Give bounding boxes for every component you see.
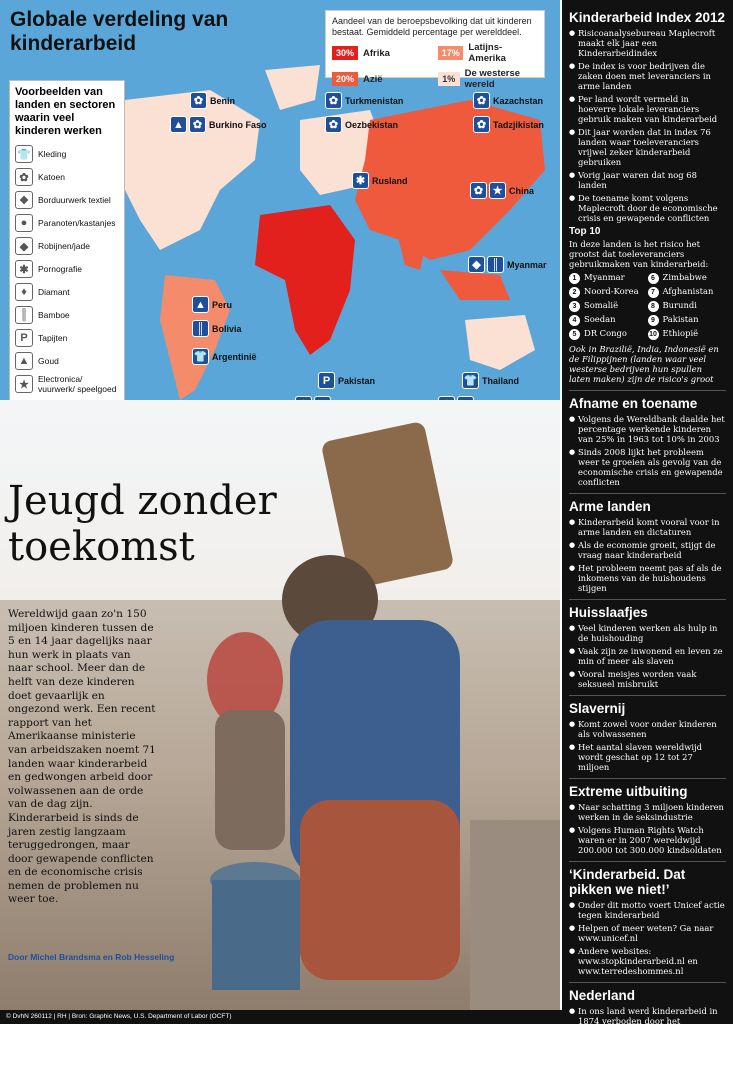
section-divider: [569, 493, 726, 494]
top10-entry: [569, 286, 648, 298]
legend-entry-westerse-wereld: [438, 68, 538, 90]
camera-icon: ✱: [352, 172, 369, 189]
gold-icon: ▲: [192, 296, 209, 313]
section-divider: [569, 778, 726, 779]
section-item: ● Volgens Human Rights Watch waren er in 2007 wereldwijd 200.000 tot 300.000 kindsoldaten: [569, 825, 726, 855]
top10-entry: [648, 286, 727, 298]
sector-label: Goud: [38, 356, 59, 366]
sector-label: Tapijten: [38, 333, 68, 343]
shirt-icon: 👕: [462, 372, 479, 389]
rank-badge: 7: [648, 287, 659, 298]
top10-country: DR Congo: [584, 328, 627, 338]
country-name: Oezbekistan: [345, 119, 399, 130]
top10-country: Pakistan: [662, 314, 699, 324]
headline: Jeugd zonder toekomst: [8, 478, 277, 570]
section-item: ● Vaak zijn ze inwonend en leven ze min of meer als slaven: [569, 646, 726, 666]
rank-badge: 2: [569, 287, 580, 298]
section-title: Extreme uitbuiting: [569, 784, 688, 799]
section-item: ● Onder dit motto voert Unicef actie tegen kinderarbeid: [569, 900, 726, 920]
country-name: Thailand: [482, 375, 520, 386]
top10-entry: [569, 328, 648, 340]
legend-pct: 30%: [332, 46, 358, 60]
section-item: ● Sinds 2008 lijkt het probleem weer te groeien als gevolg van de economische crisis en gewapende conflicten: [569, 447, 726, 487]
sector-label: Bamboe: [38, 310, 70, 320]
country-name: Benin: [210, 95, 236, 106]
legend-pct: 20%: [332, 72, 358, 86]
sector-legend-list: [15, 144, 119, 394]
rank-badge: 6: [648, 273, 659, 284]
cotton-icon: ✿: [325, 116, 342, 133]
country-label-peru: [192, 296, 232, 313]
legend-pct: 1%: [438, 72, 460, 86]
index-item: ● Risicoanalysebureau Maplecroft maakt elk jaar een Kinderarbeidindex: [569, 28, 726, 58]
top10-country: Zimbabwe: [662, 272, 707, 282]
intro-text: Wereldwijd gaan zo'n 150 miljoen kinderen tussen de 5 en 14 jaar dagelijks naar hun werk in plaats van naar school. Meer dan de helft van deze kinderen doet gevaarlijk en ongezond werk. Een recent rapport van het Amerikaanse ministerie van arbeidszaken noemt 71 landen waar kinderarbeid en gedwongen arbeid door volwassenen aan de orde van de dag zijn. Kinderarbeid is sinds de jaren zestig langzaam teruggedrongen, maar door gewapende conflicten en de economische crisis nemen de problemen nu weer toe.: [8, 608, 156, 906]
sector-label: Paranoten/kastanjes: [38, 218, 116, 228]
section-item: ● Andere websites: www.stopkinderarbeid.nl en www.terredeshommes.nl: [569, 946, 726, 976]
carpet-icon: P: [15, 329, 33, 347]
section-item: ● Pas na de invoering van de leerplicht in 1900 werd het probleem echt teruggedrongen: [569, 1039, 726, 1069]
top10-country: Noord-Korea: [584, 286, 639, 296]
star-icon: ★: [489, 182, 506, 199]
top10-country: Myanmar: [584, 272, 625, 282]
country-name: Argentinië: [212, 351, 257, 362]
camera-icon: ✱: [15, 260, 33, 278]
section-title: Arme landen: [569, 499, 651, 514]
sector-label: Pornografie: [38, 264, 82, 274]
sector-label: Diamant: [38, 287, 70, 297]
country-label-rusland: [352, 172, 408, 189]
cotton-icon: ✿: [470, 182, 487, 199]
section-divider: [569, 861, 726, 862]
section-item: ● Naar schatting 3 miljoen kinderen werken in de seksindustrie: [569, 802, 726, 822]
bamboo-icon: ║: [487, 256, 504, 273]
rank-badge: 3: [569, 301, 580, 312]
section-divider: [569, 390, 726, 391]
sector-legend-item: [15, 259, 119, 279]
index-item: ● Vorig jaar waren dat nog 68 landen: [569, 170, 726, 190]
rank-badge: 5: [569, 329, 580, 340]
sector-legend: [9, 80, 125, 414]
shirt-icon: 👕: [15, 145, 33, 163]
country-name: Burkino Faso: [209, 119, 267, 130]
section-list: [569, 623, 726, 689]
legend-entry-afrika: [332, 42, 432, 64]
india-shape: [395, 225, 430, 270]
sector-legend-heading: Voorbeelden van landen en sectoren waarin veel kinderen werken: [15, 86, 116, 137]
section-title: Afname en toename: [569, 396, 698, 411]
legend-entry-latijns-amerika: [438, 42, 538, 64]
index-item: ● De toename komt volgens Maplecroft door de economische crisis en gewapende conflicten: [569, 193, 726, 223]
index-item: ● De index is voor bedrijven die zaken doen met leveranciers in arme landen: [569, 61, 726, 91]
sidebar-sections: [569, 390, 726, 1069]
gem-icon: ◆: [15, 237, 33, 255]
section-item: ● Het aantal slaven wereldwijd wordt geschat op 12 tot 27 miljoen: [569, 742, 726, 772]
sector-label: Katoen: [38, 172, 65, 182]
sea-asia-shape: [440, 270, 510, 300]
cotton-icon: ✿: [473, 116, 490, 133]
australia-shape: [465, 315, 535, 370]
section-item: ● Veel kinderen werken als hulp in de huishouding: [569, 623, 726, 643]
sector-label: Electronica/ vuurwerk/ speelgoed: [38, 374, 117, 394]
legend-region: Afrika: [363, 47, 390, 59]
country-label-burkino-faso: [170, 116, 267, 133]
rank-badge: 9: [648, 315, 659, 326]
sector-legend-item: [15, 305, 119, 325]
legend-region: De westerse wereld: [464, 68, 521, 90]
sector-label: Kleding: [38, 149, 67, 159]
embroidery-icon: ❖: [15, 191, 33, 209]
gem-icon: ◆: [468, 256, 485, 273]
country-label-myanmar: [468, 256, 547, 273]
legend-entry-azie: [332, 68, 432, 90]
sector-legend-item: [15, 351, 119, 371]
country-label-pakistan: [318, 372, 375, 389]
sector-legend-item: [15, 236, 119, 256]
top10-note: Ook in Brazilië, India, Indonesië en de Filippijnen (landen waar veel westerse bedrijven hun spullen laten maken) zijn de risico's groot: [569, 344, 719, 384]
section-list: [569, 414, 726, 487]
credits: © DvhN 260112 | RH | Bron: Graphic News, U.S. Department of Labor (OCFT): [0, 1010, 562, 1024]
country-name: Kazachstan: [493, 95, 544, 106]
country-name: Bolivia: [212, 323, 242, 334]
country-name: Myanmar: [507, 259, 547, 270]
rank-badge: 10: [649, 331, 657, 338]
section-title: Huisslaafjes: [569, 605, 648, 620]
carpet-icon: P: [318, 372, 335, 389]
sector-legend-item: [15, 213, 119, 233]
country-label-bolivia: [192, 320, 242, 337]
bamboo-icon: ║: [15, 306, 33, 324]
section-list: [569, 802, 726, 855]
section-list: [569, 719, 726, 772]
top10-country: Ethiopië: [662, 328, 699, 338]
bamboo-icon: ║: [192, 320, 209, 337]
gold-icon: ▲: [170, 116, 187, 133]
greenland-shape: [265, 65, 320, 110]
index-item: ● Dit jaar worden dat in index 76 landen waar toeleveranciers vrijwel zeker kinderarbeid gebruiken: [569, 127, 726, 167]
country-name: Rusland: [372, 175, 408, 186]
sector-label: Borduurwerk textiel: [38, 195, 111, 205]
country-label-tadzjikistan: [473, 116, 544, 133]
section-item: ● Komt zowel voor onder kinderen als volwassenen: [569, 719, 726, 739]
diamond-icon: ♦: [15, 283, 33, 301]
country-label-thailand: [462, 372, 519, 389]
country-label-kazachstan: [473, 92, 543, 109]
section-item: ● In ons land werd kinderarbeid in 1874 verboden door het kinderwetje van Van Houten: [569, 1006, 726, 1036]
byline: Door Michel Brandsma en Rob Hesseling: [8, 952, 175, 962]
top10-entry: [569, 300, 648, 312]
sidebar: [562, 0, 733, 1069]
section-title: ‘Kinderarbeid. Dat pikken we niet!’: [569, 867, 686, 897]
nut-icon: ●: [15, 214, 33, 232]
top10-list: [569, 272, 726, 340]
top10-country: Soedan: [584, 314, 616, 324]
index-item: ● Per land wordt vermeld in hoeverre lokale leveranciers gebruik maken van kinderarbeid: [569, 94, 726, 124]
country-name: Pakistan: [338, 375, 376, 386]
top10-intro: In deze landen is het risico het grootst dat toeleveranciers gebruikmaken van kinderarbeid:: [569, 239, 709, 269]
top10-entry: [648, 272, 727, 284]
top10-entry: [648, 300, 727, 312]
section-list: [569, 1006, 726, 1069]
index-title: Kinderarbeid Index 2012: [569, 10, 726, 25]
section-list: [569, 900, 726, 976]
page-title: Globale verdeling van kinderarbeid: [10, 8, 229, 55]
section-divider: [569, 982, 726, 983]
sector-legend-item: [15, 282, 119, 302]
section-item: ● Kinderarbeid komt vooral voor in arme landen en dictaturen: [569, 517, 726, 537]
share-legend-grid: [332, 42, 538, 90]
sector-label: Robijnen/jade: [38, 241, 90, 251]
cotton-icon: ✿: [189, 116, 206, 133]
africa-shape: [255, 205, 355, 355]
section-title: Nederland: [569, 988, 636, 1003]
north-america-shape: [115, 90, 260, 250]
shirt-icon: 👕: [192, 348, 209, 365]
top10-country: Burundi: [662, 300, 697, 310]
sector-legend-item: [15, 144, 119, 164]
country-name: Peru: [212, 299, 233, 310]
section-item: ● Het probleem neemt pas af als de inkomens van de huishoudens stijgen: [569, 563, 726, 593]
south-america-shape: [160, 275, 233, 400]
top10-entry: [569, 272, 648, 284]
sector-legend-item: [15, 374, 119, 394]
country-label-turkmenistan: [325, 92, 403, 109]
legend-pct: 17%: [438, 46, 463, 60]
section-list: [569, 517, 726, 593]
sector-legend-item: [15, 167, 119, 187]
share-legend: [325, 10, 545, 90]
section-title: Slavernij: [569, 701, 626, 716]
section-divider: [569, 599, 726, 600]
sector-legend-item: [15, 328, 119, 348]
country-label-china: [470, 182, 534, 199]
section-item: ● Vooral meisjes worden vaak seksueel misbruikt: [569, 669, 726, 689]
rank-badge: 1: [569, 273, 580, 284]
top10-entry: [569, 314, 648, 326]
top10-entry: [648, 314, 727, 326]
country-label-benin: [190, 92, 235, 109]
country-name: Turkmenistan: [345, 95, 404, 106]
top10-title: Top 10: [569, 226, 601, 237]
sector-legend-item: [15, 190, 119, 210]
top10-entry: [648, 328, 727, 340]
top10-country: Somalië: [584, 300, 619, 310]
section-item: ● Volgens de Wereldbank daalde het percentage werkende kinderen van 25% in 1963 tot 10% in 2003: [569, 414, 726, 444]
star-icon: ★: [15, 375, 33, 393]
section-item: ● Helpen of meer weten? Ga naar www.unicef.nl: [569, 923, 726, 943]
country-label-oezbekistan: [325, 116, 398, 133]
country-name: China: [509, 185, 535, 196]
world-map: [0, 0, 560, 460]
top10-country: Afghanistan: [662, 286, 714, 296]
section-divider: [569, 695, 726, 696]
share-legend-intro: Aandeel van de beroepsbevolking dat uit kinderen bestaat. Gemiddeld percentage per werelddeel.: [332, 16, 532, 37]
cotton-icon: ✿: [325, 92, 342, 109]
cotton-icon: ✿: [15, 168, 33, 186]
rank-badge: 4: [569, 315, 580, 326]
country-label-argentinie: [192, 348, 257, 365]
index-list: [569, 28, 726, 223]
cotton-icon: ✿: [473, 92, 490, 109]
section-item: ● Als de economie groeit, stijgt de vraag naar kinderarbeid: [569, 540, 726, 560]
cotton-icon: ✿: [190, 92, 207, 109]
gold-icon: ▲: [15, 352, 33, 370]
legend-region: Azië: [363, 73, 383, 85]
rank-badge: 8: [648, 301, 659, 312]
legend-region: Latijns-Amerika: [468, 42, 506, 64]
country-name: Tadzjikistan: [493, 119, 544, 130]
